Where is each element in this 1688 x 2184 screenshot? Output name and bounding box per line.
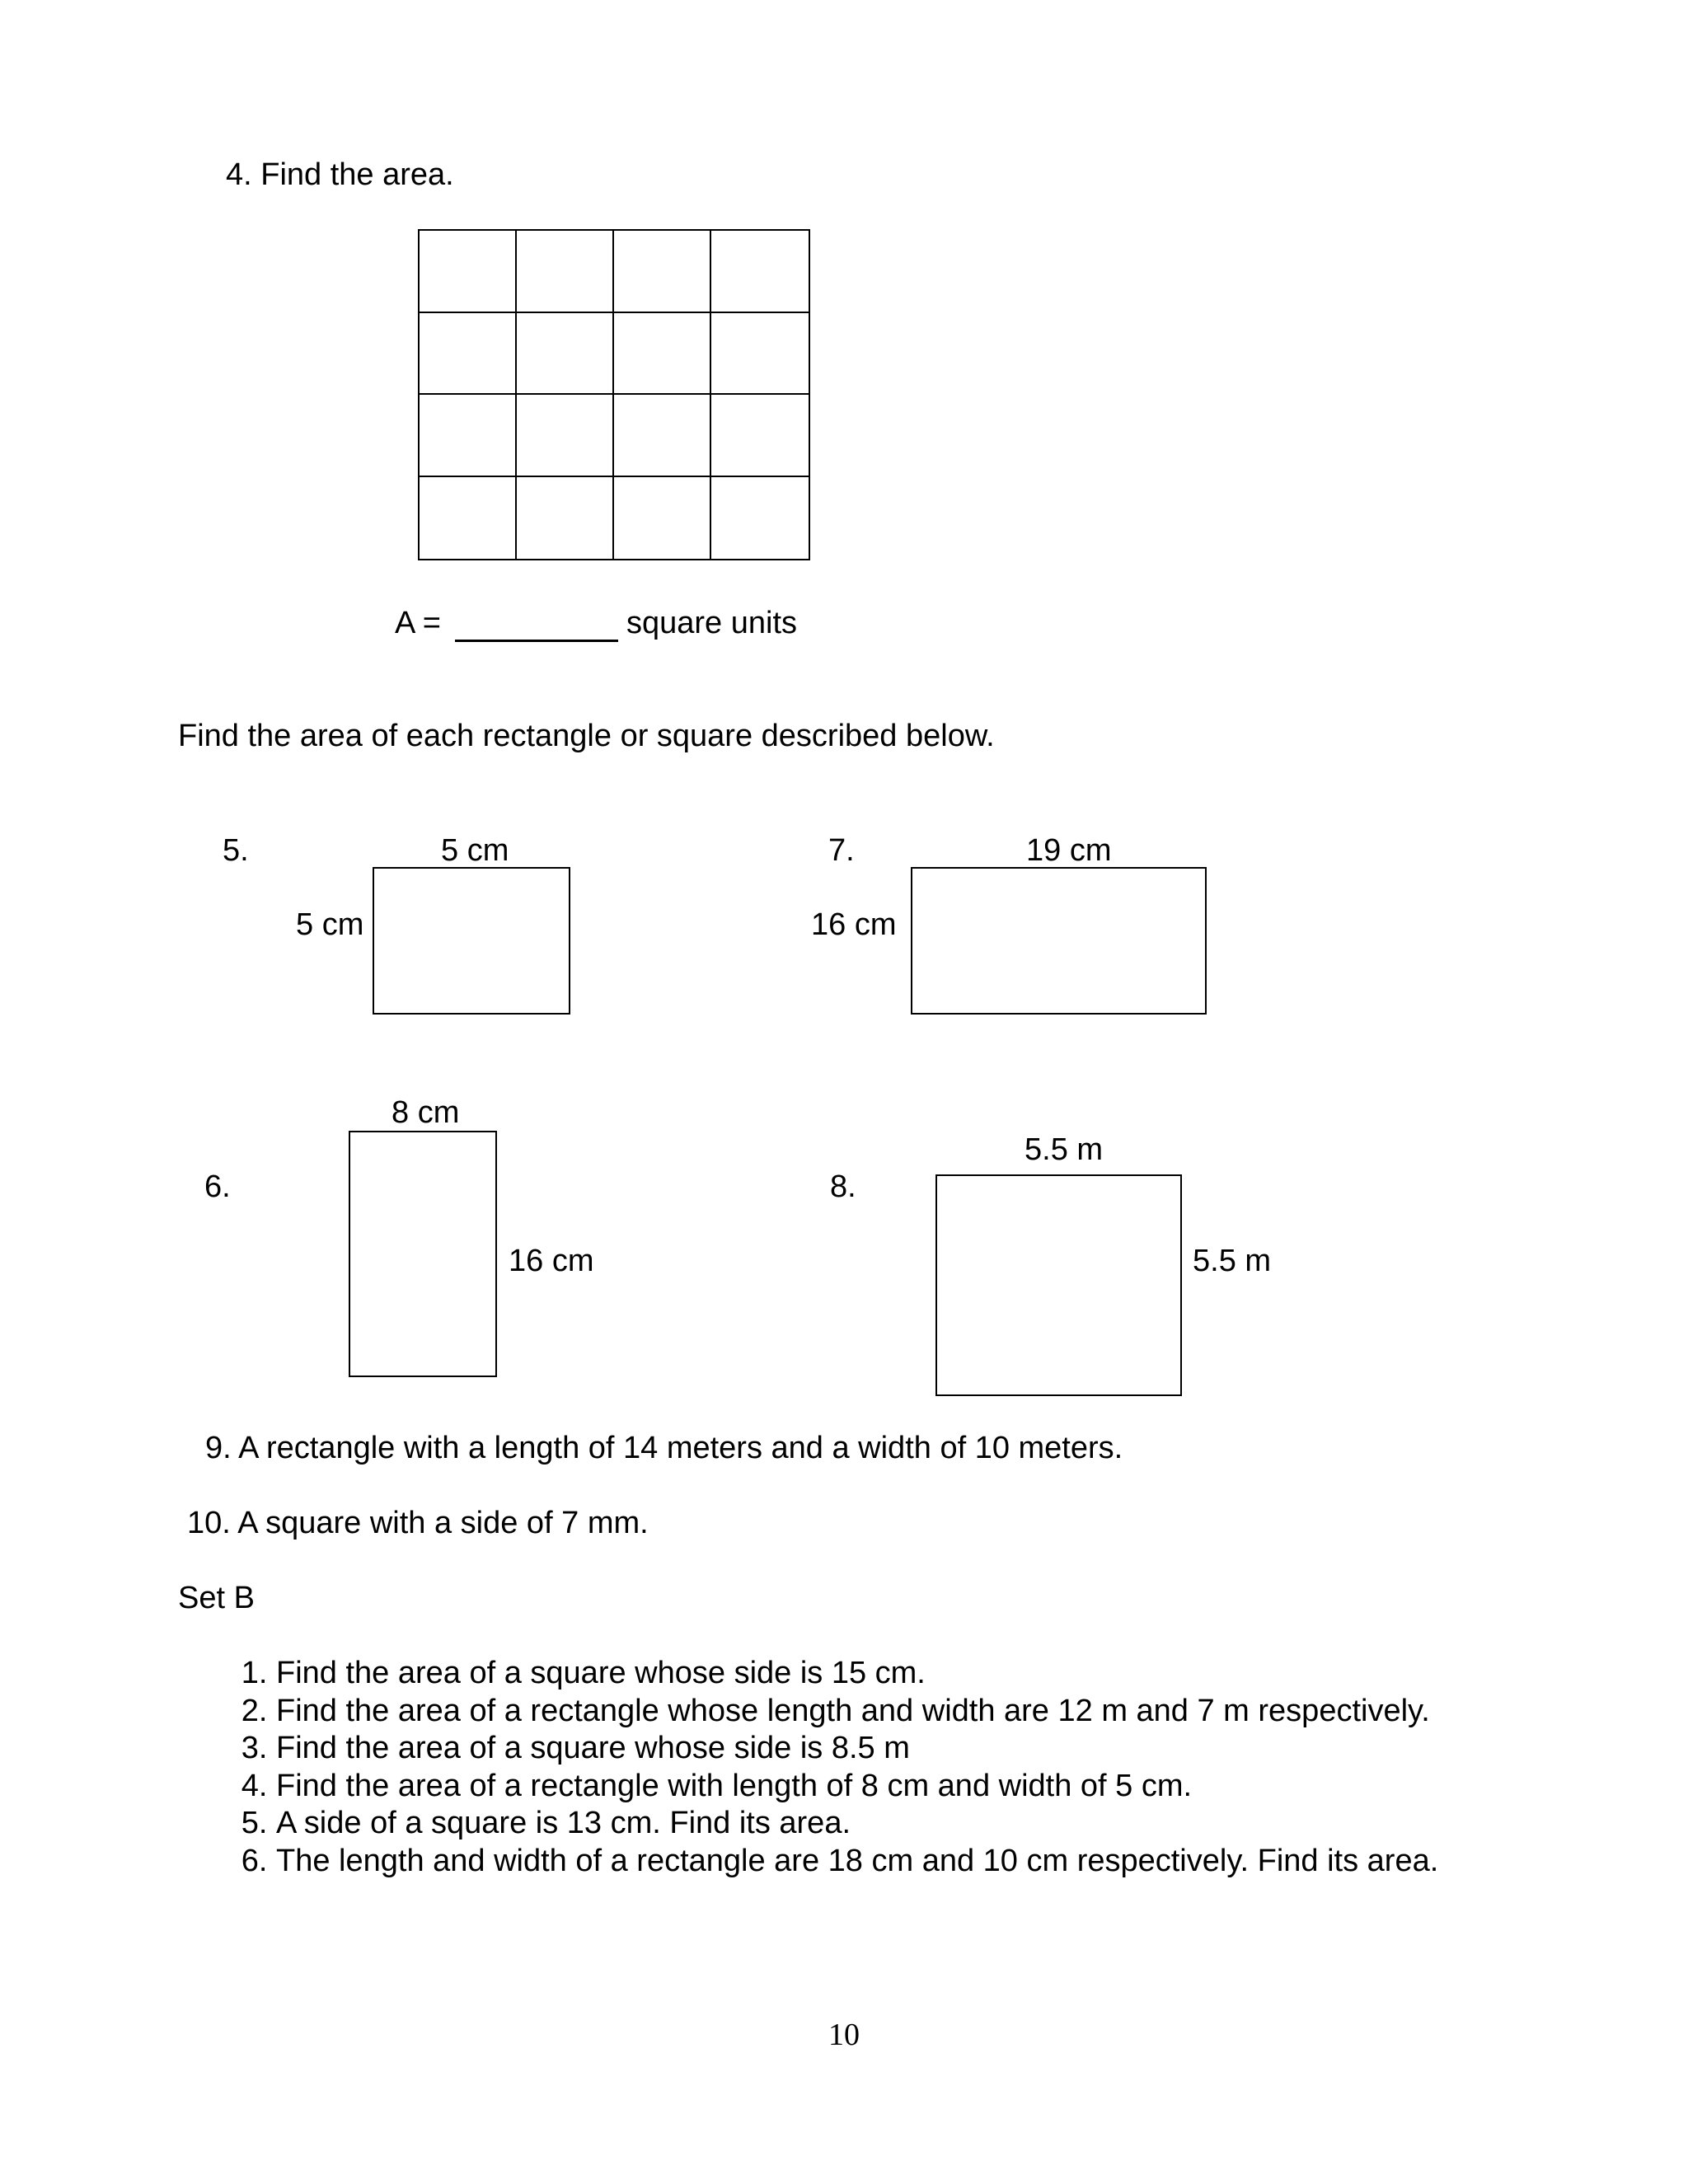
list-item: 3. Find the area of a square whose side is 8.5 m xyxy=(276,1730,1438,1768)
question-6-number: 6. xyxy=(204,1169,231,1204)
page-number: 10 xyxy=(828,2018,860,2052)
list-item: 5. A side of a square is 13 cm. Find its area. xyxy=(276,1805,1438,1843)
list-item: 4. Find the area of a rectangle with length of 8 cm and width of 5 cm. xyxy=(276,1768,1438,1806)
grid-cell xyxy=(420,395,517,477)
grid-cell xyxy=(711,313,809,396)
question-7-rectangle xyxy=(911,867,1207,1015)
question-6-top-label: 8 cm xyxy=(392,1095,460,1130)
area-grid xyxy=(418,229,810,560)
grid-cell xyxy=(711,231,809,313)
question-7-top-label: 19 cm xyxy=(1026,833,1112,868)
grid-cell xyxy=(711,477,809,560)
list-item: 6. The length and width of a rectangle are 18 cm and 10 cm respectively. Find its area. xyxy=(276,1843,1438,1881)
grid-cell xyxy=(614,231,711,313)
question-8-side-label: 5.5 m xyxy=(1193,1244,1272,1278)
answer-prefix: A = xyxy=(395,606,441,640)
instructions: Find the area of each rectangle or square described below. xyxy=(178,719,995,753)
grid-cell xyxy=(420,313,517,396)
question-7-side-label: 16 cm xyxy=(811,907,897,942)
answer-suffix: square units xyxy=(626,606,798,640)
grid-cell xyxy=(420,231,517,313)
grid-cell xyxy=(517,231,614,313)
grid-cell xyxy=(614,477,711,560)
list-item: 1. Find the area of a square whose side is 15 cm. xyxy=(276,1655,1438,1693)
question-9: 9. A rectangle with a length of 14 meters and a width of 10 meters. xyxy=(205,1431,1123,1465)
question-4-prompt: 4. Find the area. xyxy=(226,157,454,192)
question-8-top-label: 5.5 m xyxy=(1025,1132,1104,1167)
question-6-rectangle xyxy=(349,1131,497,1377)
question-6-side-label: 16 cm xyxy=(509,1244,594,1278)
question-10: 10. A square with a side of 7 mm. xyxy=(187,1506,649,1540)
grid-cell xyxy=(517,395,614,477)
answer-blank[interactable] xyxy=(455,640,618,642)
list-item: 2. Find the area of a rectangle whose length and width are 12 m and 7 m respectively. xyxy=(276,1693,1438,1731)
question-8-square xyxy=(935,1174,1182,1396)
question-5-top-label: 5 cm xyxy=(441,833,509,868)
question-8-number: 8. xyxy=(830,1169,856,1204)
question-5-square xyxy=(373,867,570,1015)
grid-cell xyxy=(517,313,614,396)
grid-cell xyxy=(614,313,711,396)
grid-cell xyxy=(517,477,614,560)
question-5-side-label: 5 cm xyxy=(296,907,364,942)
set-b-list xyxy=(223,1655,1438,1880)
grid-cell xyxy=(420,477,517,560)
grid-cell xyxy=(614,395,711,477)
question-5-number: 5. xyxy=(223,833,249,868)
question-7-number: 7. xyxy=(828,833,855,868)
set-b-title: Set B xyxy=(178,1581,255,1615)
grid-cell xyxy=(711,395,809,477)
